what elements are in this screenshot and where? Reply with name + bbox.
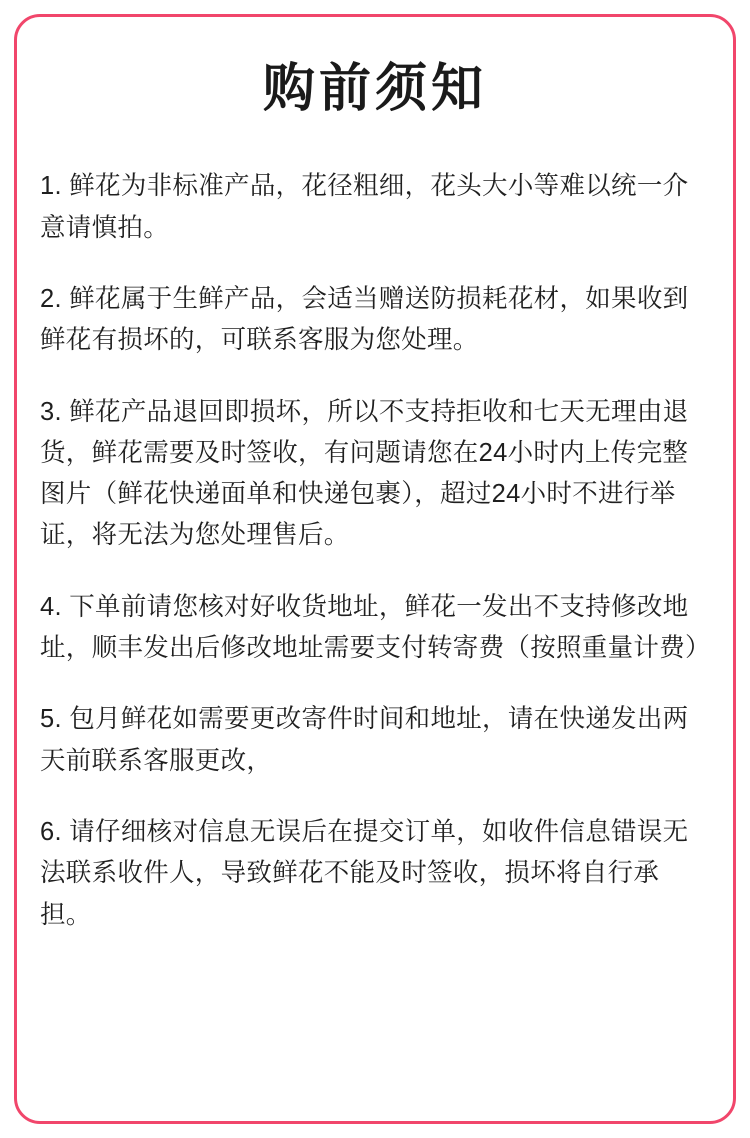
notice-clause-5: 5. 包月鲜花如需要更改寄件时间和地址，请在快递发出两天前联系客服更改，	[40, 705, 689, 775]
notice-clause-1: 1. 鲜花为非标准产品，花径粗细，花头大小等难以统一介意请慎拍。	[40, 172, 689, 242]
page-title: 购前须知	[262, 60, 487, 118]
notice-clause-3: 3. 鲜花产品退回即损坏，所以不支持拒收和七天无理由退货，鲜花需要及时签收，有问题请您在24小时内上传完整图片（鲜花快递面单和快递包裹），超过24小时不进行举证，将无法为您处理售后。	[40, 397, 689, 550]
notice-clause-4: 4. 下单前请您核对好收货地址，鲜花一发出不支持修改地址，顺丰发出后修改地址需要支付转寄费（按照重量计费）	[40, 592, 711, 663]
notice-clause-6: 6. 请仔细核对信息无误后在提交订单，如收件信息错误无法联系收件人，导致鲜花不能及时签收，损坏将自行承担。	[40, 817, 689, 929]
notice-clause-2: 2. 鲜花属于生鲜产品，会适当赠送防损耗花材，如果收到鲜花有损坏的，可联系客服为您处理。	[40, 284, 689, 355]
